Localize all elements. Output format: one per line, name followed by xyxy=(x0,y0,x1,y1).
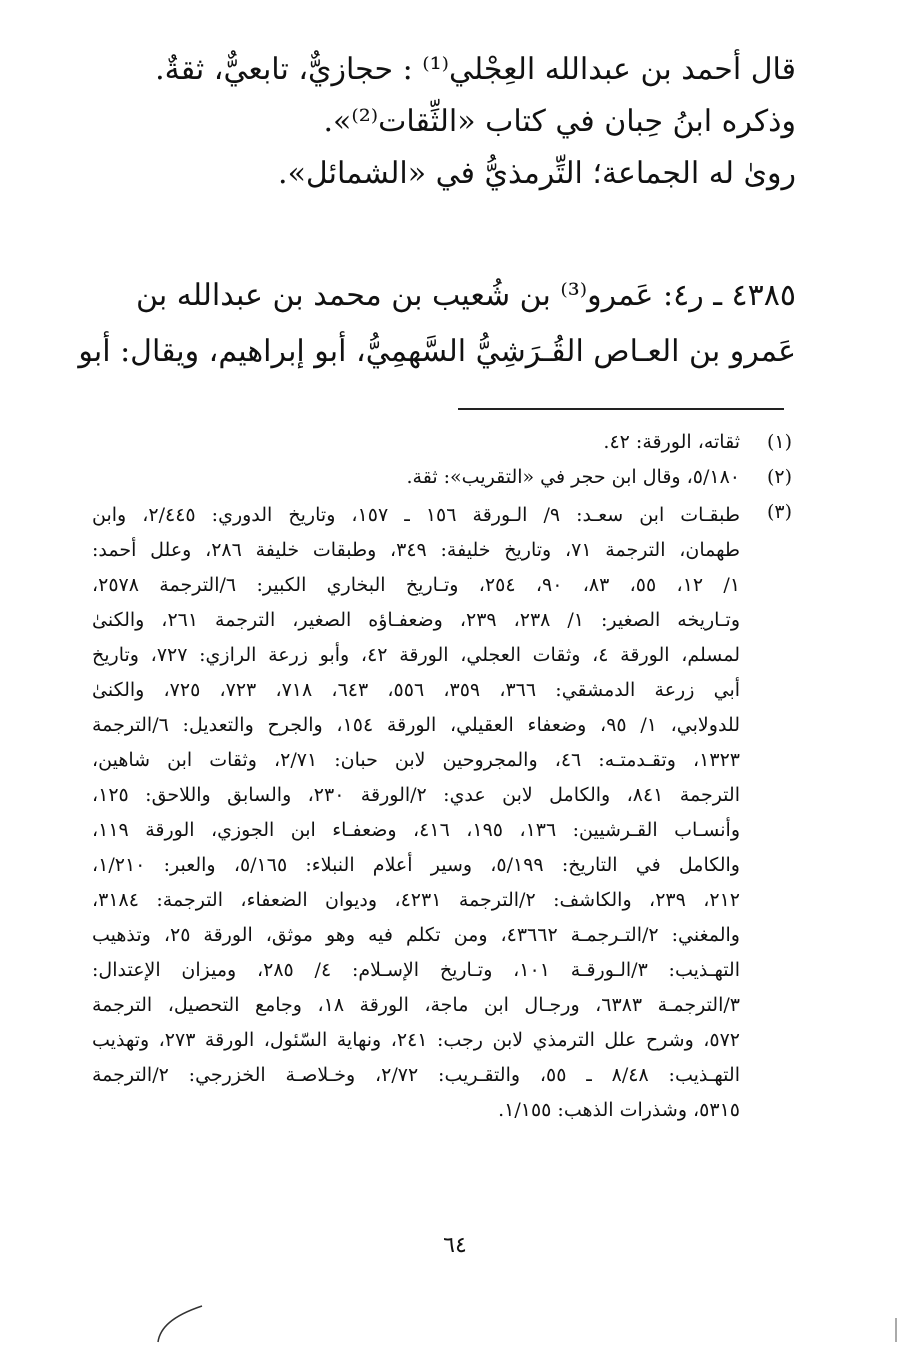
footnote-3 xyxy=(92,498,792,1128)
main-text xyxy=(156,44,796,200)
footnote-line: والمغني: ٢/التـرجمـة ٤٣٦٦٢، ومن تكلم فيه وهو موثق، الورقة ٢٥، وتذهيب xyxy=(92,924,740,946)
footnote-line: ١/ ١٢، ٥٥، ٨٣، ٩٠، ٢٥٤، وتـاريخ البخاري الكبير: ٦/الترجمة ٢٥٧٨، xyxy=(92,574,741,596)
main-text-line: قال أحمد بن عبدالله العِجْلي⁽¹⁾ : حجازيٌّ، تابعيٌّ، ثقةٌ. xyxy=(155,52,796,87)
footnote-divider xyxy=(458,408,784,410)
footnote-text xyxy=(92,498,740,1128)
pen-stroke-mark xyxy=(150,1300,210,1345)
entry-text-line: عَمرو بن العـاص القُـرَشِيُّ السَّهمِيُّ، أبو إبراهيم، ويقال: أبو xyxy=(78,334,796,369)
footnote-line: ١٣٢٣، وتقـدمتـه: ٤٦، والمجروحين لابن حبان: ٢/٧١، وثقات ابن شاهين، xyxy=(92,749,740,771)
footnotes xyxy=(92,428,792,1135)
entry-heading-line: ٤٣٨٥ ـ ر٤: عَمرو⁽³⁾ بن شُعيب بن محمد بن عبدالله بن xyxy=(136,278,796,313)
footnote-line: وتـاريخه الصغير: ١/ ٢٣٨، ٢٣٩، وضعفـاؤه الصغير، الترجمة ٢٦١، والكنىٰ xyxy=(92,609,741,631)
footnote-2 xyxy=(92,463,792,491)
footnote-line: الترجمة ٨٤١، والكامل لابن عدي: ٢/الورقة ٢٣٠، والسابق واللاحق: ١٢٥، xyxy=(92,784,740,806)
footnote-number: (٣) xyxy=(766,501,792,523)
footnote-line: ٣/الترجمـة ٦٣٨٣، ورجـال ابن ماجة، الورقة ١٨، وجامع التحصيل، الترجمة xyxy=(92,994,740,1016)
footnote-1 xyxy=(92,428,792,456)
main-text-line: روىٰ له الجماعة؛ التِّرمذيُّ في «الشمائل». xyxy=(278,156,796,191)
footnote-line: ٥٣١٥، وشذرات الذهب: ١/١٥٥. xyxy=(498,1099,740,1121)
footnote-line: والكامل في التاريخ: ٥/١٩٩، وسير أعلام النبلاء: ٥/١٦٥، والعبر: ١/٢١٠، xyxy=(92,854,740,876)
footnote-line: ٢١٢، ٢٣٩، والكاشف: ٢/الترجمة ٤٢٣١، وديوان الضعفاء، الترجمة: ٣١٨٤، xyxy=(92,889,740,911)
main-text-line: وذكره ابنُ حِبان في كتاب «الثِّقات⁽²⁾». xyxy=(323,104,796,139)
footnote-line: لمسلم، الورقة ٤، وثقات العجلي، الورقة ٤٢، وأبو زرعة الرازي: ٧٢٧، وتاريخ xyxy=(92,644,740,666)
footnote-line: وأنسـاب القـرشيين: ١٣٦، ١٩٥، ٤١٦، وضعفـاء ابن الجوزي، الورقة ١١٩، xyxy=(92,819,741,841)
footnote-line: للدولابي، ١/ ٩٥، وضعفاء العقيلي، الورقة ١٥٤، والجرح والتعديل: ٦/الترجمة xyxy=(92,714,740,736)
edge-mark xyxy=(894,1318,898,1342)
footnote-line: طبقـات ابن سعـد: ٩/ الـورقة ١٥٦ ـ ١٥٧، وتاريخ الدوري: ٢/٤٤٥، وابن xyxy=(92,504,740,526)
footnote-text: ٥/١٨٠، وقال ابن حجر في «التقريب»: ثقة. xyxy=(406,466,740,488)
footnote-text: ثقاته، الورقة: ٤٢. xyxy=(603,431,740,453)
footnote-line: أبي زرعة الدمشقي: ٣٦٦، ٣٥٩، ٥٥٦، ٦٤٣، ٧١٨، ٧٢٣، ٧٢٥، والكنىٰ xyxy=(92,679,741,701)
page-number: ٦٤ xyxy=(443,1233,467,1258)
footnote-number: (١) xyxy=(766,431,792,453)
footnote-line: التهـذيب: ٨/٤٨ ـ ٥٥، والتقـريب: ٢/٧٢، وخـلاصـة الخزرجي: ٢/الترجمة xyxy=(92,1064,740,1086)
footnote-line: طهمان، الترجمة ٧١، وتاريخ خليفة: ٣٤٩، وطبقات خليفة ٢٨٦، وعلل أحمد: xyxy=(92,539,740,561)
footnote-line: التهـذيب: ٣/الـورقـة ١٠١، وتـاريخ الإسـلام: ٤/ ٢٨٥، وميزان الإعتدال: xyxy=(92,959,741,981)
footnote-line: ٥٧٢، وشرح علل الترمذي لابن رجب: ٢٤١، ونهاية السّئول، الورقة ٢٧٣، وتهذيب xyxy=(92,1029,741,1051)
footnote-number: (٢) xyxy=(766,466,792,488)
biography-entry xyxy=(78,268,796,380)
